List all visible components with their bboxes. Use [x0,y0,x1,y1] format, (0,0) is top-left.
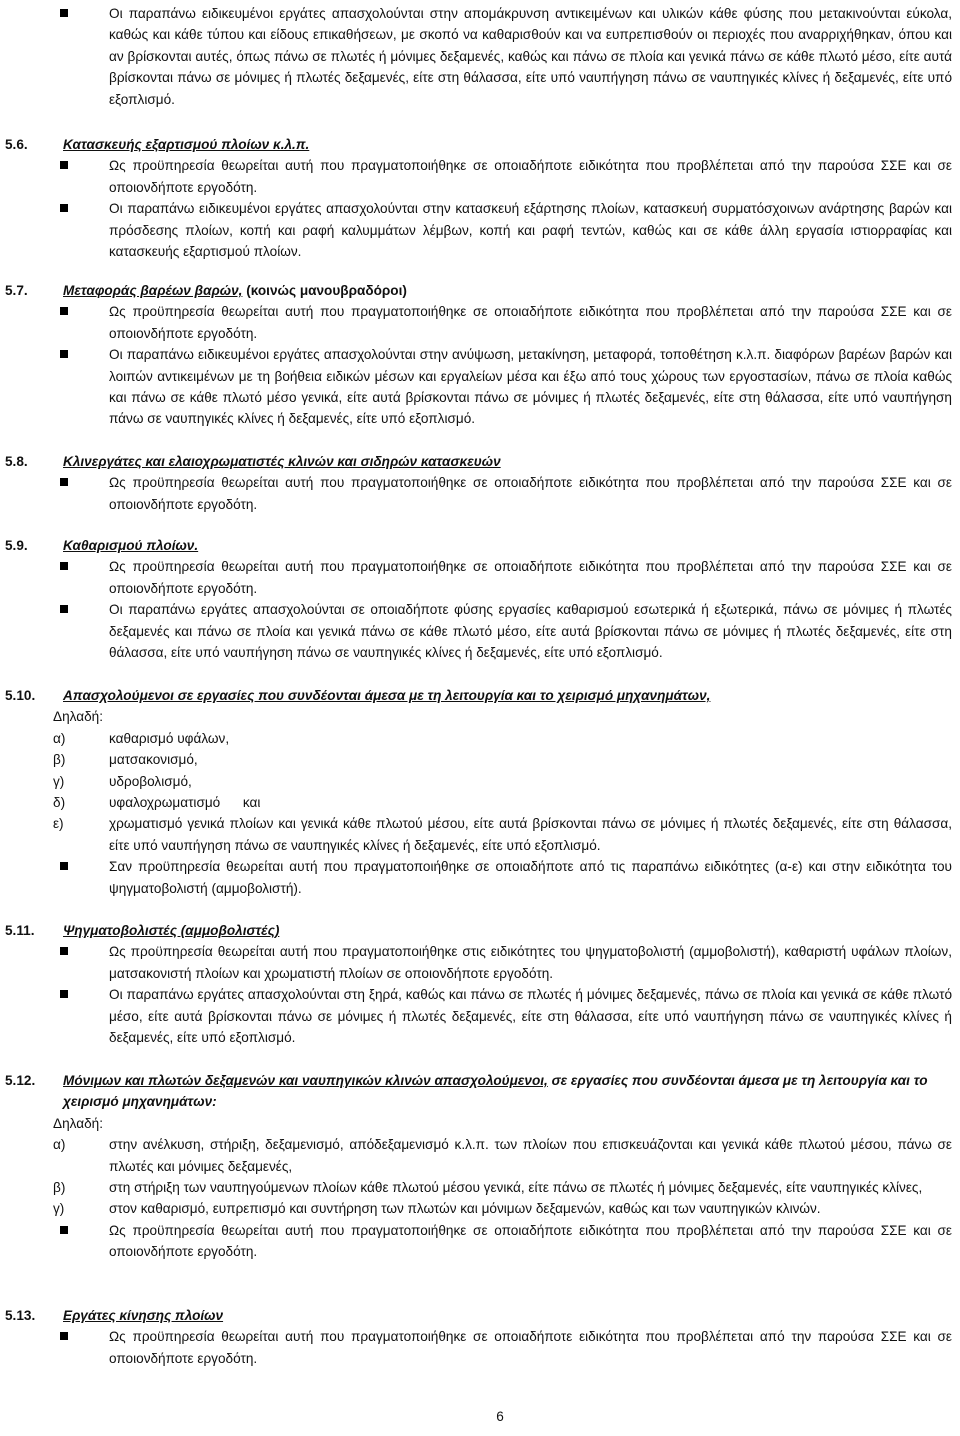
section-title: Ψηγματοβολιστές (αμμοβολιστές) [63,923,280,938]
section-5-8 [5,451,952,515]
section-title [63,1073,928,1109]
bullet-paragraph: Οι παραπάνω ειδικευμένοι εργάτες απασχολούνται στην απομάκρυνση αντικειμένων και υλικών κάθε φύσης που μετακινούνται εύκολα, καθώς και κάθε τύπου και είδους επικαθήσεων, με σκοπό να καθαρισθούν και να ευπρεπισθούν οι περιοχές που αναρριχήθηκαν, όπου και αν βρίσκονται αυτές, όπως πάνω σε πλωτές ή μόνιμες δεξαμενές, καθώς και πάνω σε πλοία και γενικά πάνω σε κάθε πλωτό μέσο, είτε αυτά βρίσκονται πάνω σε μόνιμες ή πλωτές δεξαμενές, είτε στη θάλασσα, είτε υπό ναυπήγηση πάνω σε ναυπηγικές κλίνες ή δεξαμενές, είτε υπό εξοπλισμό. [5,3,952,110]
section-number: 5.7. [5,283,28,298]
bullet-paragraph: Ως προϋπηρεσία θεωρείται αυτή που πραγματοποιήθηκε σε οποιαδήποτε ειδικότητα που προβλέπεται από την παρούσα ΣΣΕ και σε οποιονδήποτε εργοδότη. [5,472,952,515]
section-5-11 [5,920,952,1048]
section-title-rest: σε εργασίες που συνδέονται άμεσα με τη λειτουργία και το χειρισμό μηχανημάτων: [63,1073,928,1110]
bullet-paragraph: Ως προϋπηρεσία θεωρείται αυτή που πραγματοποιήθηκε σε οποιαδήποτε ειδικότητα που προβλέπεται από την παρούσα ΣΣΕ και σε οποιονδήποτε εργοδότη. [5,1220,952,1263]
section-title-suffix: (κοινώς μανουβραδόροι) [246,283,407,298]
list-label: β) [53,1180,66,1196]
section-5-7 [5,280,952,430]
bullet-paragraph: Ως προϋπηρεσία θεωρείται αυτή που πραγματοποιήθηκε σε οποιαδήποτε ειδικότητα που προβλέπεται από την παρούσα ΣΣΕ και σε οποιονδήποτε εργοδότη. [5,1326,952,1369]
section-title [63,280,407,301]
list-item [5,728,952,749]
bullet-paragraph: Ως προϋπηρεσία θεωρείται αυτή που πραγματοποιήθηκε στις ειδικότητες του ψηγματοβολιστή (αμμοβολιστή), καθαριστή υφάλων πλοίων, ματσακονιστή πλοίων και χρωματιστή πλοίων σε οποιονδήποτε εργοδότη. [5,941,952,984]
section-title-block [5,1070,952,1113]
section-number: 5.6. [5,137,28,152]
list-text: υφαλοχρωματισμό και [109,795,261,811]
section-5-12 [5,1070,952,1263]
list-text: στη στήριξη των ναυπηγούμενων πλοίων κάθε πλωτού μέσου γενικά, είτε πάνω σε πλωτές ή μόνιμες δεξαμενές, είτε ναυπηγικές κλίνες, [109,1180,923,1196]
section-continuation [5,3,952,110]
list-label: α) [53,1137,66,1153]
list-text: ματσακονισμό, [109,752,198,768]
section-title: Κλινεργάτες και ελαιοχρωματιστές κλινών και σιδηρών κατασκευών [63,454,501,469]
list-text: στον καθαρισμό, ευπρεπισμό και συντήρηση των πλωτών και μόνιμων δεξαμενών, καθώς και των ναυπηγικών κλινών. [109,1201,821,1217]
bullet-paragraph: Σαν προϋπηρεσία θεωρείται αυτή που πραγματοποιήθηκε σε οποιαδήποτε από τις παραπάνω ειδικότητες (α-ε) και στην ειδικότητα του ψηγματοβολιστή (αμμοβολιστή). [5,856,952,899]
bullet-paragraph: Ως προϋπηρεσία θεωρείται αυτή που πραγματοποιήθηκε σε οποιαδήποτε ειδικότητα που προβλέπεται από την παρούσα ΣΣΕ και σε οποιονδήποτε εργοδότη. [5,556,952,599]
list-label: δ) [53,795,66,811]
section-number: 5.13. [5,1308,36,1323]
bullet-paragraph: Οι παραπάνω ειδικευμένοι εργάτες απασχολούνται στην ανύψωση, μετακίνηση, μεταφορά, τοποθέτηση κ.λ.π. διαφόρων βαρέων βαρών και λοιπών αντικειμένων με τη βοήθεια ειδικών μέσων και εργαλείων μέσα και έξω από τους χώρους των εργοστασίων, πάνω σε πλοία καθώς και πάνω σε κάθε πλωτό μέσο γενικά, είτε αυτά βρίσκονται πάνω σε μόνιμες ή πλωτές δεξαμενές, είτε στη θάλασσα, είτε υπό ναυπήγηση πάνω σε ναυπηγικές κλίνες ή δεξαμενές, είτε υπό εξοπλισμό. [5,344,952,430]
list-item [5,1177,952,1198]
namely-label: Δηλαδή: [53,709,103,725]
section-number: 5.11. [5,923,35,938]
list-text: στην ανέλκυση, στήριξη, δεξαμενισμό, απόδεξαμενισμό κ.λ.π. των πλοίων που επισκευάζονται και γενικά κάθε πλωτού μέσου, πάνω σε πλωτές και μόνιμες δεξαμενές, [109,1137,952,1174]
list-label: γ) [53,1201,65,1217]
bullet-paragraph: Οι παραπάνω εργάτες απασχολούνται στη ξηρά, καθώς και πάνω σε πλωτές ή μόνιμες δεξαμενές, πάνω σε πλοία και γενικά σε κάθε πλωτό μέσο, είτε αυτά βρίσκονται πάνω σε μόνιμες ή πλωτές δεξαμενές, είτε στη θάλασσα, είτε υπό ναυπήγηση πάνω σε ναυπηγικές κλίνες ή δεξαμενές, είτε υπό εξοπλισμό. [5,984,952,1048]
list-item [5,1134,952,1177]
section-title-underlined: Μόνιμων και πλωτών δεξαμενών και ναυπηγικών κλινών απασχολούμενοι, [63,1073,548,1088]
list-item [5,792,952,813]
list-label: ε) [53,816,64,832]
list-item [5,813,952,856]
list-label: α) [53,730,66,746]
list-item [5,771,952,792]
section-title: Κατασκευής εξαρτισμού πλοίων κ.λ.π. [63,137,310,152]
section-number: 5.12. [5,1073,36,1088]
section-5-13 [5,1305,952,1369]
list-label: β) [53,752,66,768]
section-number: 5.8. [5,454,28,469]
section-number: 5.10. [5,688,36,703]
list-text: καθαρισμό υφάλων, [109,730,230,746]
section-title: Εργάτες κίνησης πλοίων [63,1308,224,1323]
page-number: 6 [496,1409,504,1424]
bullet-paragraph: Ως προϋπηρεσία θεωρείται αυτή που πραγματοποιήθηκε σε οποιαδήποτε ειδικότητα που προβλέπεται από την παρούσα ΣΣΕ και σε οποιονδήποτε εργοδότη. [5,301,952,344]
section-5-6 [5,134,952,262]
namely-label: Δηλαδή: [53,1115,103,1131]
list-label: γ) [53,773,65,789]
section-5-10 [5,685,952,899]
section-title-text: Μεταφοράς βαρέων βαρών, [63,283,243,298]
list-text: υδροβολισμό, [109,773,192,789]
list-text: χρωματισμό γενικά πλοίων και γενικά κάθε πλωτού μέσου, είτε αυτά βρίσκονται πάνω σε μόνιμες ή πλωτές δεξαμενές, είτε στη θάλασσα, είτε υπό ναυπήγηση πάνω σε ναυπηγικές κλίνες ή δεξαμενές, είτε υπό εξοπλισμό. [109,816,952,853]
bullet-paragraph: Οι παραπάνω εργάτες απασχολούνται σε οποιαδήποτε φύσης εργασίες καθαρισμού εσωτερικά ή εξωτερικά, πάνω σε μόνιμες ή πλωτές δεξαμενές και πάνω σε πλοία και γενικά πάνω σε κάθε πλωτό μέσο, είτε αυτά βρίσκονται πάνω σε μόνιμες ή πλωτές δεξαμενές, είτε στη θάλασσα, είτε υπό ναυπήγηση πάνω σε ναυπηγικές κλίνες ή δεξαμενές, είτε υπό εξοπλισμό. [5,599,952,663]
section-title: Απασχολούμενοι σε εργασίες που συνδέονται άμεσα με τη λειτουργία και το χειρισμό μηχανημάτων, [63,688,711,703]
section-title: Καθαρισμού πλοίων. [63,538,199,553]
bullet-paragraph: Ως προϋπηρεσία θεωρείται αυτή που πραγματοποιήθηκε σε οποιαδήποτε ειδικότητα που προβλέπεται από την παρούσα ΣΣΕ και σε οποιονδήποτε εργοδότη. [5,155,952,198]
list-item [5,749,952,770]
list-item [5,1198,952,1219]
section-5-9 [5,535,952,663]
bullet-paragraph: Οι παραπάνω ειδικευμένοι εργάτες απασχολούνται στην κατασκευή εξάρτησης πλοίων, κατασκευή συρματόσχοινων ανάρτησης βαρών και πρόσδεσης πλοίων, κοπή και ραφή καλυμμάτων λέμβων, κοπή και ραφή τεντών, καθώς και σε κάθε άλλη εργασία ιστιορραφίας και κατασκευής εξαρτισμού πλοίων. [5,198,952,262]
section-number: 5.9. [5,538,28,553]
